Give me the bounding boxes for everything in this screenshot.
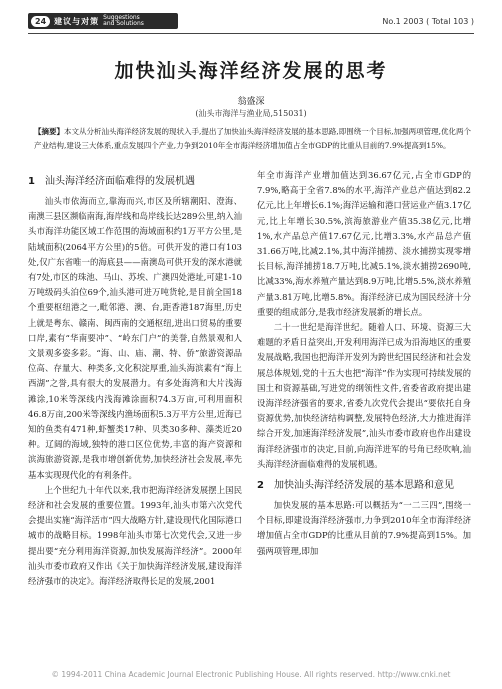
journal-banner bbox=[28, 13, 178, 29]
section-heading-1 bbox=[28, 174, 242, 190]
section-title: 加快汕头海洋经济发展的基本思路和意见 bbox=[273, 480, 454, 492]
section-number: 1 bbox=[28, 176, 35, 187]
abstract-label: 【摘要】 bbox=[34, 127, 64, 136]
paragraph: 汕头市依海而立,靠海而兴,市区及所辖潮阳、澄海、南澳三县区濒临南海,海岸线和岛岸线长达289公里,纳入汕头市海洋功能区域工作范围的海域面积约1万平方公里,是陆域面积(2064平方公里)的5倍。可供开发的港口有103处,仅广东省唯一的海底县——南澳岛可供开发的深水港就有7处,市区的珠池、马山、苏埃、广澳四处港址,可建1-10万吨级码头泊位69个,汕头港可进万吨货轮,是目前全国18个重要枢纽港之一,毗邻港、澳、台,距香港187海里,历史上就是粤东、赣南、闽西南的交通枢纽,进出口贸易的重要口岸,素有“华南要冲”、“岭东门户”的美誉,自然景观和人文景观多姿多彩。“海、山、庙、潮、特、侨”旅游资源品位高、存量大、种类多,文化积淀厚重,汕头海滨素有“海上西湖”之誉,具有很大的发展潜力。有多处海湾和大片浅海滩涂,10米等深线内浅海滩涂面积74.3万亩,可利用面积46.8万亩,200米等深线内渔场面积5.3万平方公里,近海已知的鱼类有471种,虾蟹类17种、贝类30多种、藻类近20种。辽阔的海域,独特的港口区位优势,丰富的海产资源和滨海旅游资源,是我市增创新优势,加快经济社会发展,率先基本实现现代化的有利条件。 bbox=[28, 196, 242, 480]
journal-title-en-1: Suggestions bbox=[103, 14, 140, 21]
paragraph: 二十一世纪是海洋世纪。随着人口、环境、资源三大难题的矛盾日益突出,开发利用海洋已成为沿海地区的重要发展战略,我国也把海洋开发列为跨世纪国民经济和社会发展总体规划,党的十五大也把“海洋”作为实现可持续发展的国土和资源基础,写进党的纲领性文件,省委省政府提出建设海洋经济强省的要求,省委九次党代会提出“要依托自身资源优势,加快经济结构调整,发展特色经济,大力推进海洋综合开发,加速海洋经济发展”,汕头市委市政府也作出建设海洋经济强市的决定,目前,向海洋进军的号角已经吹响,汕头海洋经济面临难得的发展机遇。 bbox=[257, 322, 471, 469]
affiliation: (汕头市海洋与渔业局,515031) bbox=[195, 109, 307, 118]
paragraph: 上个世纪九十年代以来,我市把海洋经济发展摆上国民经济和社会发展的重要位置。1993年,汕头市第六次党代会提出实施“海洋活市”四大战略方针,建设现代化国际港口城市的战略目标。1998年汕头市第七次党代会,又进一步提出要“充分利用海洋资源,加快发展海洋经济”。2000年汕头市委市政府又作出《关于加快海洋经济发展,建设海洋经济强市的决定》。海洋经济取得长足的发展,2001 bbox=[28, 484, 242, 587]
journal-title-cn: 建议与对策 bbox=[54, 16, 100, 26]
header-rule bbox=[28, 33, 474, 34]
paragraph: 年全市海洋产业增加值达到36.67亿元,占全市GDP的7.9%,略高于全省7.8%的水平,海洋产业总产值达到82.2亿元,比上年增长6.1%;海洋运输和港口营运业产值3.17亿元,比上年增长30.5%,滨海旅游业产值35.38亿元,比增1%,水产品总产值17.67亿元,比增3.3%,水产品总产值31.66万吨,比减2.1%,其中海洋捕捞、淡水捕捞实现零增长目标,海洋捕捞18.7万吨,比减5.1%,淡水捕捞2690吨,比减33%,海水养殖产量达到8.9万吨,比增5.5%,淡水养殖产量3.81万吨,比增5.8%。海洋经济已成为国民经济十分重要的组成部分,是我市经济发展新的增长点。 bbox=[257, 170, 471, 317]
section-heading-2 bbox=[257, 478, 471, 494]
abstract-text: 本文从分析汕头海洋经济发展的现状入手,提出了加快汕头海洋经济发展的基本思路,即围绕一个目标,加强两项管理,优化两个产业结构,建设三大体系,重点发展四个产业,力争到2010年全市海洋经济增加值占全市GDP的比重从目前的7.9%提高到15%。 bbox=[34, 127, 472, 150]
journal-title-en-2: and Solutions bbox=[103, 20, 144, 27]
abstract bbox=[34, 125, 474, 153]
section-title: 汕头海洋经济面临难得的发展机遇 bbox=[44, 176, 195, 187]
article-title: 加快汕头海洋经济发展的思考 bbox=[114, 60, 388, 82]
right-column bbox=[257, 168, 471, 559]
section-number: 2 bbox=[257, 480, 264, 492]
paragraph: 加快发展的基本思路:可以概括为“一二三四”,围绕一个目标,即建设海洋经济强市,力争到2010年全市海洋经济增加值占全市GDP的比重从目前的7.9%提高到15%。加强两项管理,即加 bbox=[257, 500, 471, 556]
issue-number: No.1 2003 ( Total 103 ) bbox=[382, 17, 474, 26]
left-column bbox=[28, 168, 242, 589]
copyright-footer: © 1994-2011 China Academic Journal Electronic Publishing House. All rights reserved. http://www.cnki.net bbox=[51, 670, 451, 679]
running-header bbox=[0, 10, 502, 32]
page-number: 24 bbox=[31, 16, 50, 27]
author: 翁盛深 bbox=[237, 97, 265, 107]
